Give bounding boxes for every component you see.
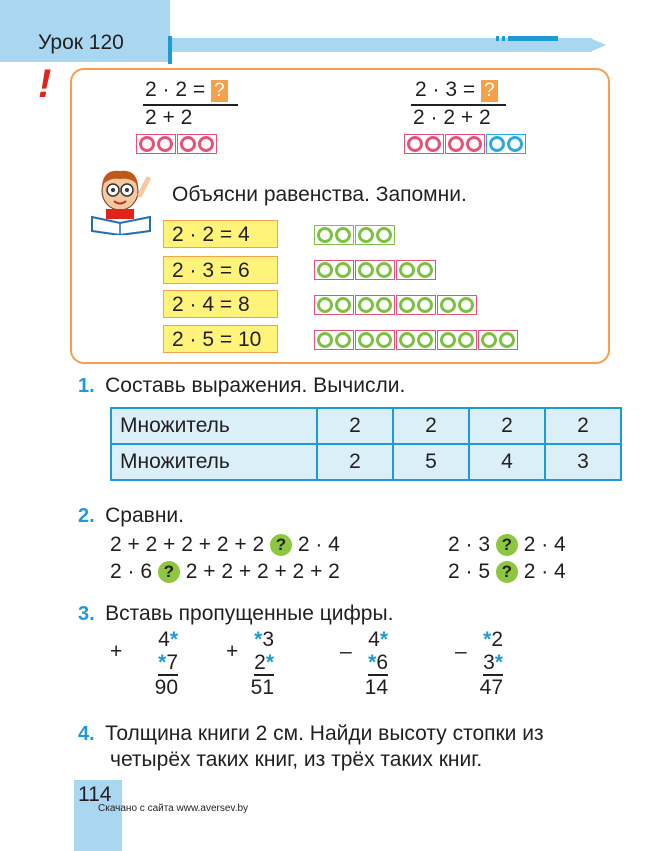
counter-pair <box>355 225 395 245</box>
frac1-bottom: 2 + 2 <box>145 106 193 129</box>
header-dash <box>496 36 499 41</box>
task1-heading <box>78 374 405 398</box>
expr: 2 · 4 <box>523 560 566 583</box>
counter-ring <box>489 136 505 152</box>
column-calc-4 <box>455 628 503 699</box>
counter-ring <box>507 136 523 152</box>
counter-ring <box>335 332 351 348</box>
digit: 6 <box>376 651 388 674</box>
task-text-line1: Толщина книги 2 см. Найди высоту стопки из <box>105 722 544 745</box>
counter-ring <box>139 136 155 152</box>
table-cell: 2 <box>393 408 469 444</box>
counter-pair <box>437 330 477 350</box>
task-text: Составь выражения. Вычисли. <box>105 374 406 397</box>
task2-heading <box>78 504 184 528</box>
column-result: 90 <box>154 676 178 699</box>
counter-pair <box>437 295 477 315</box>
counter-ring <box>376 227 392 243</box>
counter-ring <box>499 332 515 348</box>
lesson-title: Урок 120 <box>38 31 124 54</box>
question-box: ? <box>211 80 228 102</box>
counter-ring <box>417 262 433 278</box>
task-number: 3. <box>78 603 95 625</box>
counter-ring <box>358 227 374 243</box>
expr: 2 + 2 + 2 + 2 + 2 <box>110 533 265 556</box>
header-dash <box>502 36 505 41</box>
compare-left-2 <box>110 560 340 584</box>
compare-sign-slot: ? <box>496 534 518 556</box>
missing-digit: * <box>254 628 263 651</box>
task-number: 4. <box>78 723 95 745</box>
counter-ring <box>440 332 456 348</box>
column-calc-3 <box>340 628 388 699</box>
counter-pair <box>396 260 436 280</box>
frac2-counters <box>404 134 527 157</box>
missing-digit: * <box>158 651 167 674</box>
counter-pair <box>355 260 395 280</box>
counter-ring <box>157 136 173 152</box>
counter-pair <box>396 330 436 350</box>
digit: 4 <box>368 628 380 651</box>
counter-ring <box>425 136 441 152</box>
table-cell: 2 <box>317 444 393 480</box>
column-operand <box>130 651 178 676</box>
compare-sign-slot: ? <box>158 561 180 583</box>
counter-ring <box>376 262 392 278</box>
attention-mark: ! <box>38 62 52 106</box>
counter-pair <box>314 260 354 280</box>
counter-pair <box>396 295 436 315</box>
counter-pair <box>486 134 526 154</box>
column-operand <box>340 651 388 676</box>
counter-ring <box>317 297 333 313</box>
counter-ring <box>399 262 415 278</box>
equality-box: 2 · 3 = 6 <box>163 256 278 284</box>
column-operand <box>226 651 274 676</box>
counter-pair <box>445 134 485 154</box>
counter-ring <box>335 297 351 313</box>
op-sign: + <box>226 640 239 663</box>
task-text: Сравни. <box>105 504 184 527</box>
digit: 2 <box>491 628 503 651</box>
column-result: 47 <box>479 676 503 699</box>
counter-ring <box>376 297 392 313</box>
compare-right-2 <box>448 560 566 584</box>
digit: 3 <box>483 651 495 674</box>
counter-ring <box>317 332 333 348</box>
task3-heading <box>78 602 393 626</box>
frac2-top <box>415 78 498 102</box>
missing-digit: * <box>494 651 503 674</box>
expr: 2 · 4 <box>297 533 340 556</box>
missing-digit: * <box>169 628 178 651</box>
column-operand <box>226 628 274 651</box>
frac1-counters <box>136 134 218 157</box>
digit: 3 <box>262 628 274 651</box>
expr: 2 · 5 <box>448 560 491 583</box>
expr: 2 + 2 + 2 + 2 + 2 <box>185 560 340 583</box>
counter-ring <box>198 136 214 152</box>
compare-right-1 <box>448 533 566 557</box>
counters-row-4 <box>314 295 478 318</box>
table-cell: 2 <box>545 408 621 444</box>
column-operand <box>455 628 503 651</box>
counter-pair <box>177 134 217 154</box>
counter-ring <box>399 297 415 313</box>
task4 <box>78 722 544 746</box>
missing-digit: * <box>265 651 274 674</box>
frac2-bottom: 2 · 2 + 2 <box>413 106 491 129</box>
column-operand <box>340 628 388 651</box>
counter-ring <box>458 332 474 348</box>
table-cell: 5 <box>393 444 469 480</box>
table-cell: 2 <box>469 408 545 444</box>
compare-sign-slot: ? <box>270 534 292 556</box>
task-text-line2: четырёх таких книг, из трёх таких книг. <box>110 748 483 771</box>
equality-box: 2 · 4 = 8 <box>163 290 278 318</box>
missing-digit: * <box>379 628 388 651</box>
counter-ring <box>399 332 415 348</box>
question-box: ? <box>481 80 498 102</box>
counter-pair <box>314 225 354 245</box>
counter-pair <box>314 330 354 350</box>
header-arrow <box>590 38 606 52</box>
rule-instruction: Объясни равенства. Запомни. <box>172 183 467 206</box>
frac1-top-text: 2 · 2 = <box>145 78 206 101</box>
counter-ring <box>317 227 333 243</box>
compare-left-1 <box>110 533 340 557</box>
counter-ring <box>407 136 423 152</box>
op-sign: – <box>340 640 352 663</box>
expr: 2 · 4 <box>523 533 566 556</box>
counter-ring <box>458 297 474 313</box>
task-number: 1. <box>78 375 95 397</box>
column-result: 51 <box>250 676 274 699</box>
column-operand <box>130 628 178 651</box>
compare-sign-slot: ? <box>496 561 518 583</box>
counters-row-5 <box>314 330 519 353</box>
digit: 7 <box>166 651 178 674</box>
source-note: Скачано с сайта www.aversev.by <box>98 803 249 814</box>
counter-pair <box>404 134 444 154</box>
counter-pair <box>355 330 395 350</box>
counter-pair <box>355 295 395 315</box>
counters-row-3 <box>314 260 437 283</box>
digit: 4 <box>158 628 170 651</box>
task-number: 2. <box>78 505 95 527</box>
counters-row-2 <box>314 225 396 248</box>
equality-box: 2 · 5 = 10 <box>163 325 278 353</box>
frac2-top-text: 2 · 3 = <box>415 78 476 101</box>
counter-ring <box>417 297 433 313</box>
counter-ring <box>466 136 482 152</box>
digit: 2 <box>254 651 266 674</box>
expr: 2 · 6 <box>110 560 153 583</box>
column-operand <box>455 651 503 676</box>
missing-digit: * <box>483 628 492 651</box>
table-row-label: Множитель <box>111 444 317 480</box>
equality-box: 2 · 2 = 4 <box>163 220 278 248</box>
counter-pair <box>136 134 176 154</box>
counter-ring <box>358 297 374 313</box>
counter-ring <box>376 332 392 348</box>
table-cell: 4 <box>469 444 545 480</box>
multiplier-table <box>110 407 622 481</box>
table-row <box>111 444 621 480</box>
expr: 2 · 3 <box>448 533 491 556</box>
header-dash <box>508 36 558 41</box>
counter-ring <box>358 332 374 348</box>
frac1-top <box>145 78 228 102</box>
counter-pair <box>314 295 354 315</box>
counter-ring <box>481 332 497 348</box>
op-sign: + <box>110 640 123 663</box>
page-number: 114 <box>78 783 112 806</box>
counter-ring <box>448 136 464 152</box>
missing-digit: * <box>368 651 377 674</box>
column-calc-2 <box>226 628 274 699</box>
counter-ring <box>440 297 456 313</box>
counter-ring <box>335 262 351 278</box>
table-row-label: Множитель <box>111 408 317 444</box>
task-text: Вставь пропущенные цифры. <box>105 602 394 625</box>
counter-ring <box>417 332 433 348</box>
counter-ring <box>180 136 196 152</box>
table-cell: 2 <box>317 408 393 444</box>
counter-ring <box>335 227 351 243</box>
counter-pair <box>478 330 518 350</box>
table-cell: 3 <box>545 444 621 480</box>
counter-ring <box>317 262 333 278</box>
column-calc-1 <box>130 628 178 699</box>
table-row <box>111 408 621 444</box>
boy-reading-illustration <box>90 165 160 235</box>
column-result: 14 <box>364 676 388 699</box>
counter-ring <box>358 262 374 278</box>
op-sign: – <box>455 640 467 663</box>
